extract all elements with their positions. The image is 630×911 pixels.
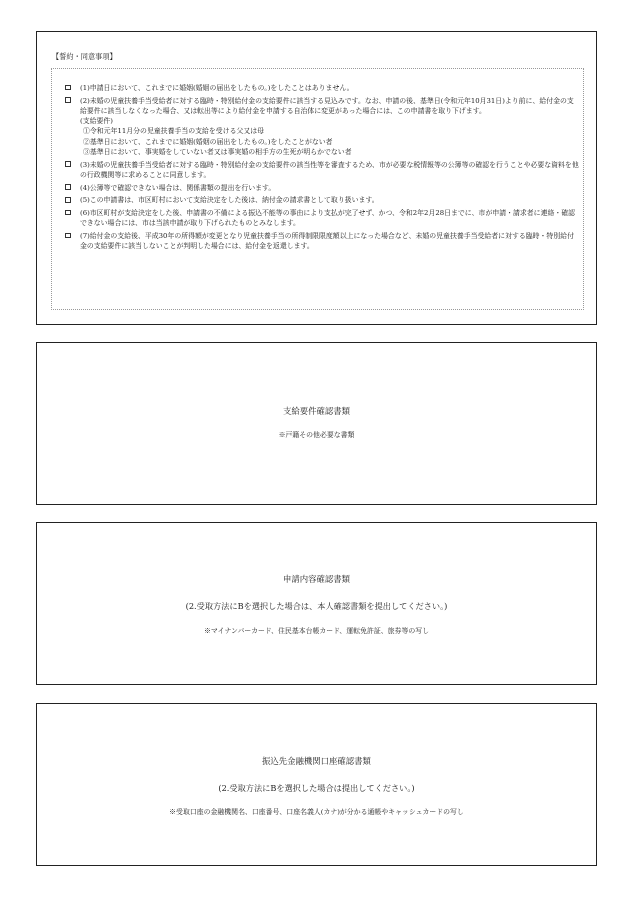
checkbox-icon[interactable]	[65, 161, 71, 167]
bank-docs-title: 振込先金融機関口座確認書類	[262, 756, 371, 766]
consent-item-text: (7)給付金の支給後、平成30年の所得額が変更となり児童扶養手当の所得制限限度額以上になった場合など、未婚の児童扶養手当受給者に対する臨時・特別給付金の支給要件に該当しないことが判明した場合には、給付金を返還します。	[80, 232, 574, 251]
consent-item-text: (2)未婚の児童扶養手当受給者に対する臨時・特別給付金の支給要件に該当する見込みです。なお、申請の後、基準日(令和元年10月31日)より前に、給付金の支給要件に該当しなくなった場合、又は転出等により給付金を申請する自治体に変更があった場合には、この申請書を取り下げます。	[80, 96, 574, 115]
support-docs-title: 支給要件確認書類	[283, 406, 350, 416]
consent-item-text: (4)公簿等で確認できない場合は、関係書類の提出を行います。	[80, 183, 276, 192]
support-docs-note: ※戸籍その他必要な書類	[278, 431, 355, 439]
consent-item-1	[64, 83, 580, 93]
bank-docs-box	[36, 703, 597, 866]
checkbox-icon[interactable]	[65, 197, 71, 203]
consent-list-frame	[51, 68, 584, 310]
checkbox-icon[interactable]	[65, 97, 71, 103]
consent-item-6	[64, 208, 580, 228]
bank-docs-subtitle: (2.受取方法にBを選択した場合は提出してください。)	[218, 783, 415, 793]
consent-item-text: (3)未婚の児童扶養手当受給者に対する臨時・特別給付金の支給要件の該当性等を審査するため、市が必要な税情報等の公簿等の確認を行うことや必要な資料を他の行政機関等に求めることに同意します。	[80, 160, 579, 179]
content-docs-note: ※マイナンバーカード、住民基本台帳カード、運転免許証、旅券等の写し	[203, 627, 430, 635]
consent-item-text: (1)申請日において、これまでに婚姻(婚姻の届出をしたもの。)をしたことはありません。	[80, 84, 354, 92]
consent-item-text: (5)この申請書は、市区町村において支給決定をした後は、納付金の請求書として取り扱います。	[80, 196, 379, 205]
checkbox-icon[interactable]	[65, 210, 71, 216]
consent-heading: 【誓約・同意事項】	[52, 52, 117, 61]
consent-item-7	[64, 231, 580, 251]
checkbox-icon[interactable]	[65, 233, 71, 239]
consent-item-text: (6)市区町村が支給決定をした後、申請書の不備による振込不能等の事由により支払が完了せず、かつ、令和2年2月28日までに、市が申請・請求者に連絡・確認できない場合には、市は当該申請が取り下げられたものとみなします。	[80, 209, 576, 228]
requirement-2: ②基準日において、これまでに婚姻(婚姻の届出をしたもの。)をしたことがない者	[83, 137, 333, 146]
consent-item-2	[64, 96, 580, 157]
consent-item-5	[64, 195, 580, 205]
content-docs-subtitle: (2.受取方法にBを選択した場合は、本人確認書類を提出してください。)	[185, 601, 448, 611]
consent-item-4	[64, 183, 580, 193]
consent-box	[36, 31, 597, 325]
requirements-heading: (支給要件)	[80, 117, 113, 126]
consent-list	[64, 83, 580, 254]
consent-item-3	[64, 160, 580, 180]
content-docs-box	[36, 522, 597, 685]
checkbox-icon[interactable]	[65, 184, 71, 190]
checkbox-icon[interactable]	[65, 85, 71, 91]
content-docs-title: 申請内容確認書類	[283, 574, 350, 584]
bank-docs-note: ※受取口座の金融機関名、口座番号、口座名義人(カナ)が分かる通帳やキャッシュカードの写し	[169, 808, 464, 816]
support-docs-box	[36, 342, 597, 505]
requirement-3: ③基準日において、事実婚をしていない者又は事実婚の相手方の生死が明らかでない者	[83, 147, 352, 156]
requirement-1: ①令和元年11月分の児童扶養手当の支給を受ける父又は母	[83, 127, 265, 136]
